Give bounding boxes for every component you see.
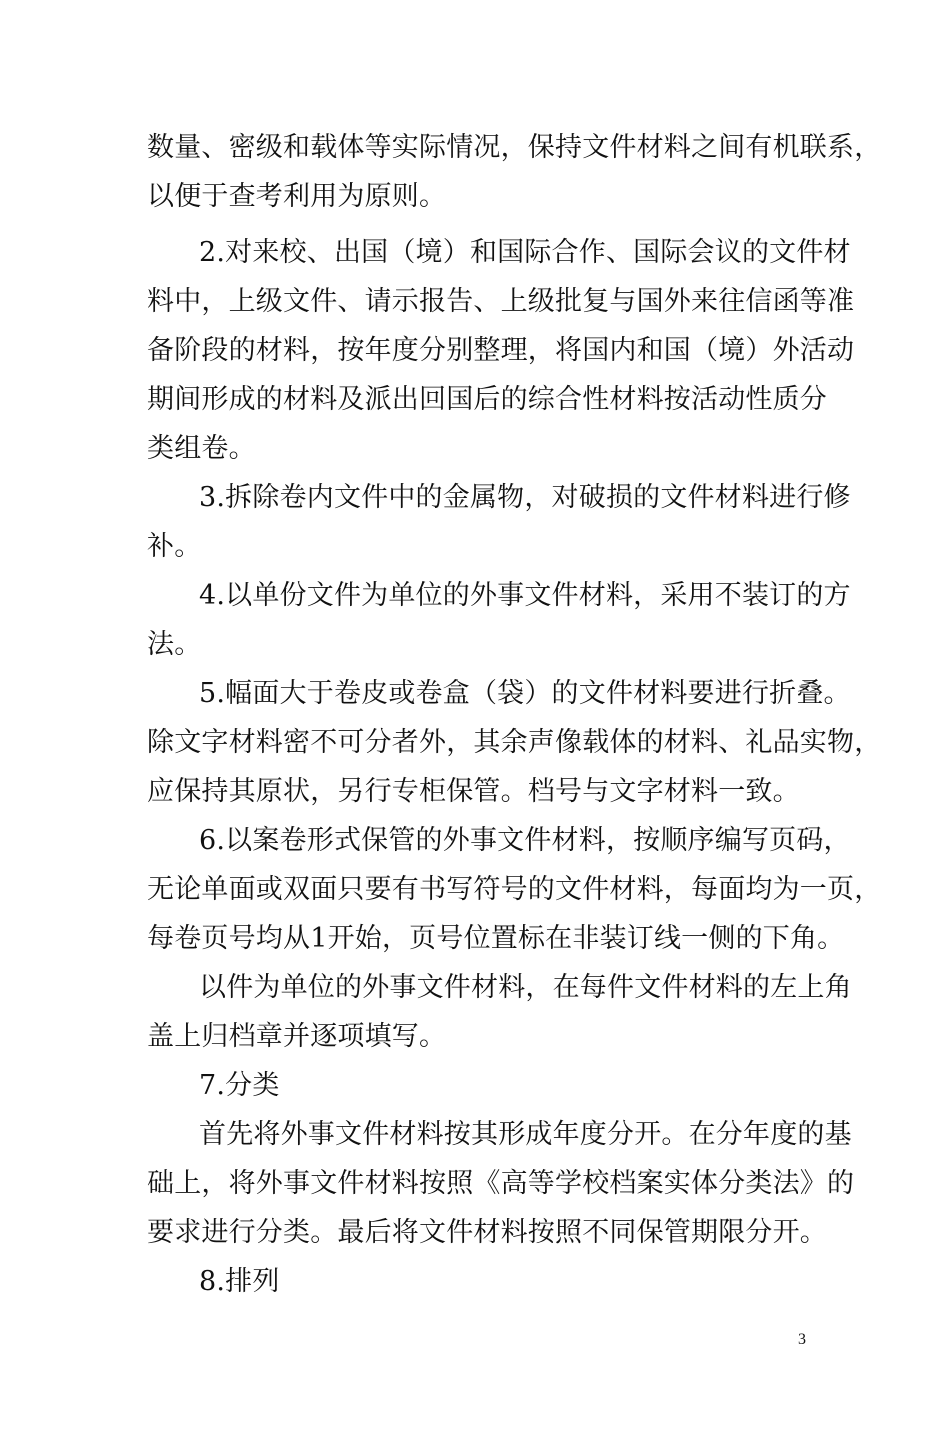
text-line: 要求进行分类。最后将文件材料按照不同保管期限分开。	[147, 1217, 827, 1248]
text-line: 无论单面或双面只要有书写符号的文件材料，每面均为一页，	[147, 874, 882, 905]
section-heading-classification: 7.分类	[199, 1070, 280, 1101]
text-line: 应保持其原状，另行专柜保管。档号与文字材料一致。	[147, 776, 800, 807]
text-line: 数量、密级和载体等实际情况，保持文件材料之间有机联系，	[147, 132, 882, 163]
paragraph-3-line: 3.拆除卷内文件中的金属物，对破损的文件材料进行修	[199, 482, 851, 513]
text-line: 每卷页号均从1开始，页号位置标在非装订线一侧的下角。	[147, 923, 845, 954]
text-line: 础上，将外事文件材料按照《高等学校档案实体分类法》的	[147, 1168, 855, 1199]
text-line: 法。	[147, 629, 202, 660]
text-line: 备阶段的材料，按年度分别整理，将国内和国（境）外活动	[147, 335, 855, 366]
text-line: 料中，上级文件、请示报告、上级批复与国外来往信函等准	[147, 286, 855, 317]
text-line: 类组卷。	[147, 433, 256, 464]
paragraph-6-line: 6.以案卷形式保管的外事文件材料，按顺序编写页码，	[199, 825, 851, 856]
text-line: 除文字材料密不可分者外，其余声像载体的材料、礼品实物，	[147, 727, 882, 758]
section-heading-arrangement: 8.排列	[199, 1266, 280, 1297]
text-line: 期间形成的材料及派出回国后的综合性材料按活动性质分	[147, 384, 827, 415]
paragraph-5-line: 5.幅面大于卷皮或卷盒（袋）的文件材料要进行折叠。	[199, 678, 851, 709]
text-line: 补。	[147, 531, 202, 562]
paragraph-4-line: 4.以单份文件为单位的外事文件材料，采用不装订的方	[199, 580, 851, 611]
paragraph-line: 首先将外事文件材料按其形成年度分开。在分年度的基	[199, 1119, 852, 1150]
paragraph-line: 以件为单位的外事文件材料，在每件文件材料的左上角	[199, 972, 852, 1003]
text-line: 以便于查考利用为原则。	[147, 181, 447, 212]
page-number: 3	[798, 1331, 806, 1348]
paragraph-2-line: 2.对来校、出国（境）和国际合作、国际会议的文件材	[199, 237, 851, 268]
text-line: 盖上归档章并逐项填写。	[147, 1021, 447, 1052]
